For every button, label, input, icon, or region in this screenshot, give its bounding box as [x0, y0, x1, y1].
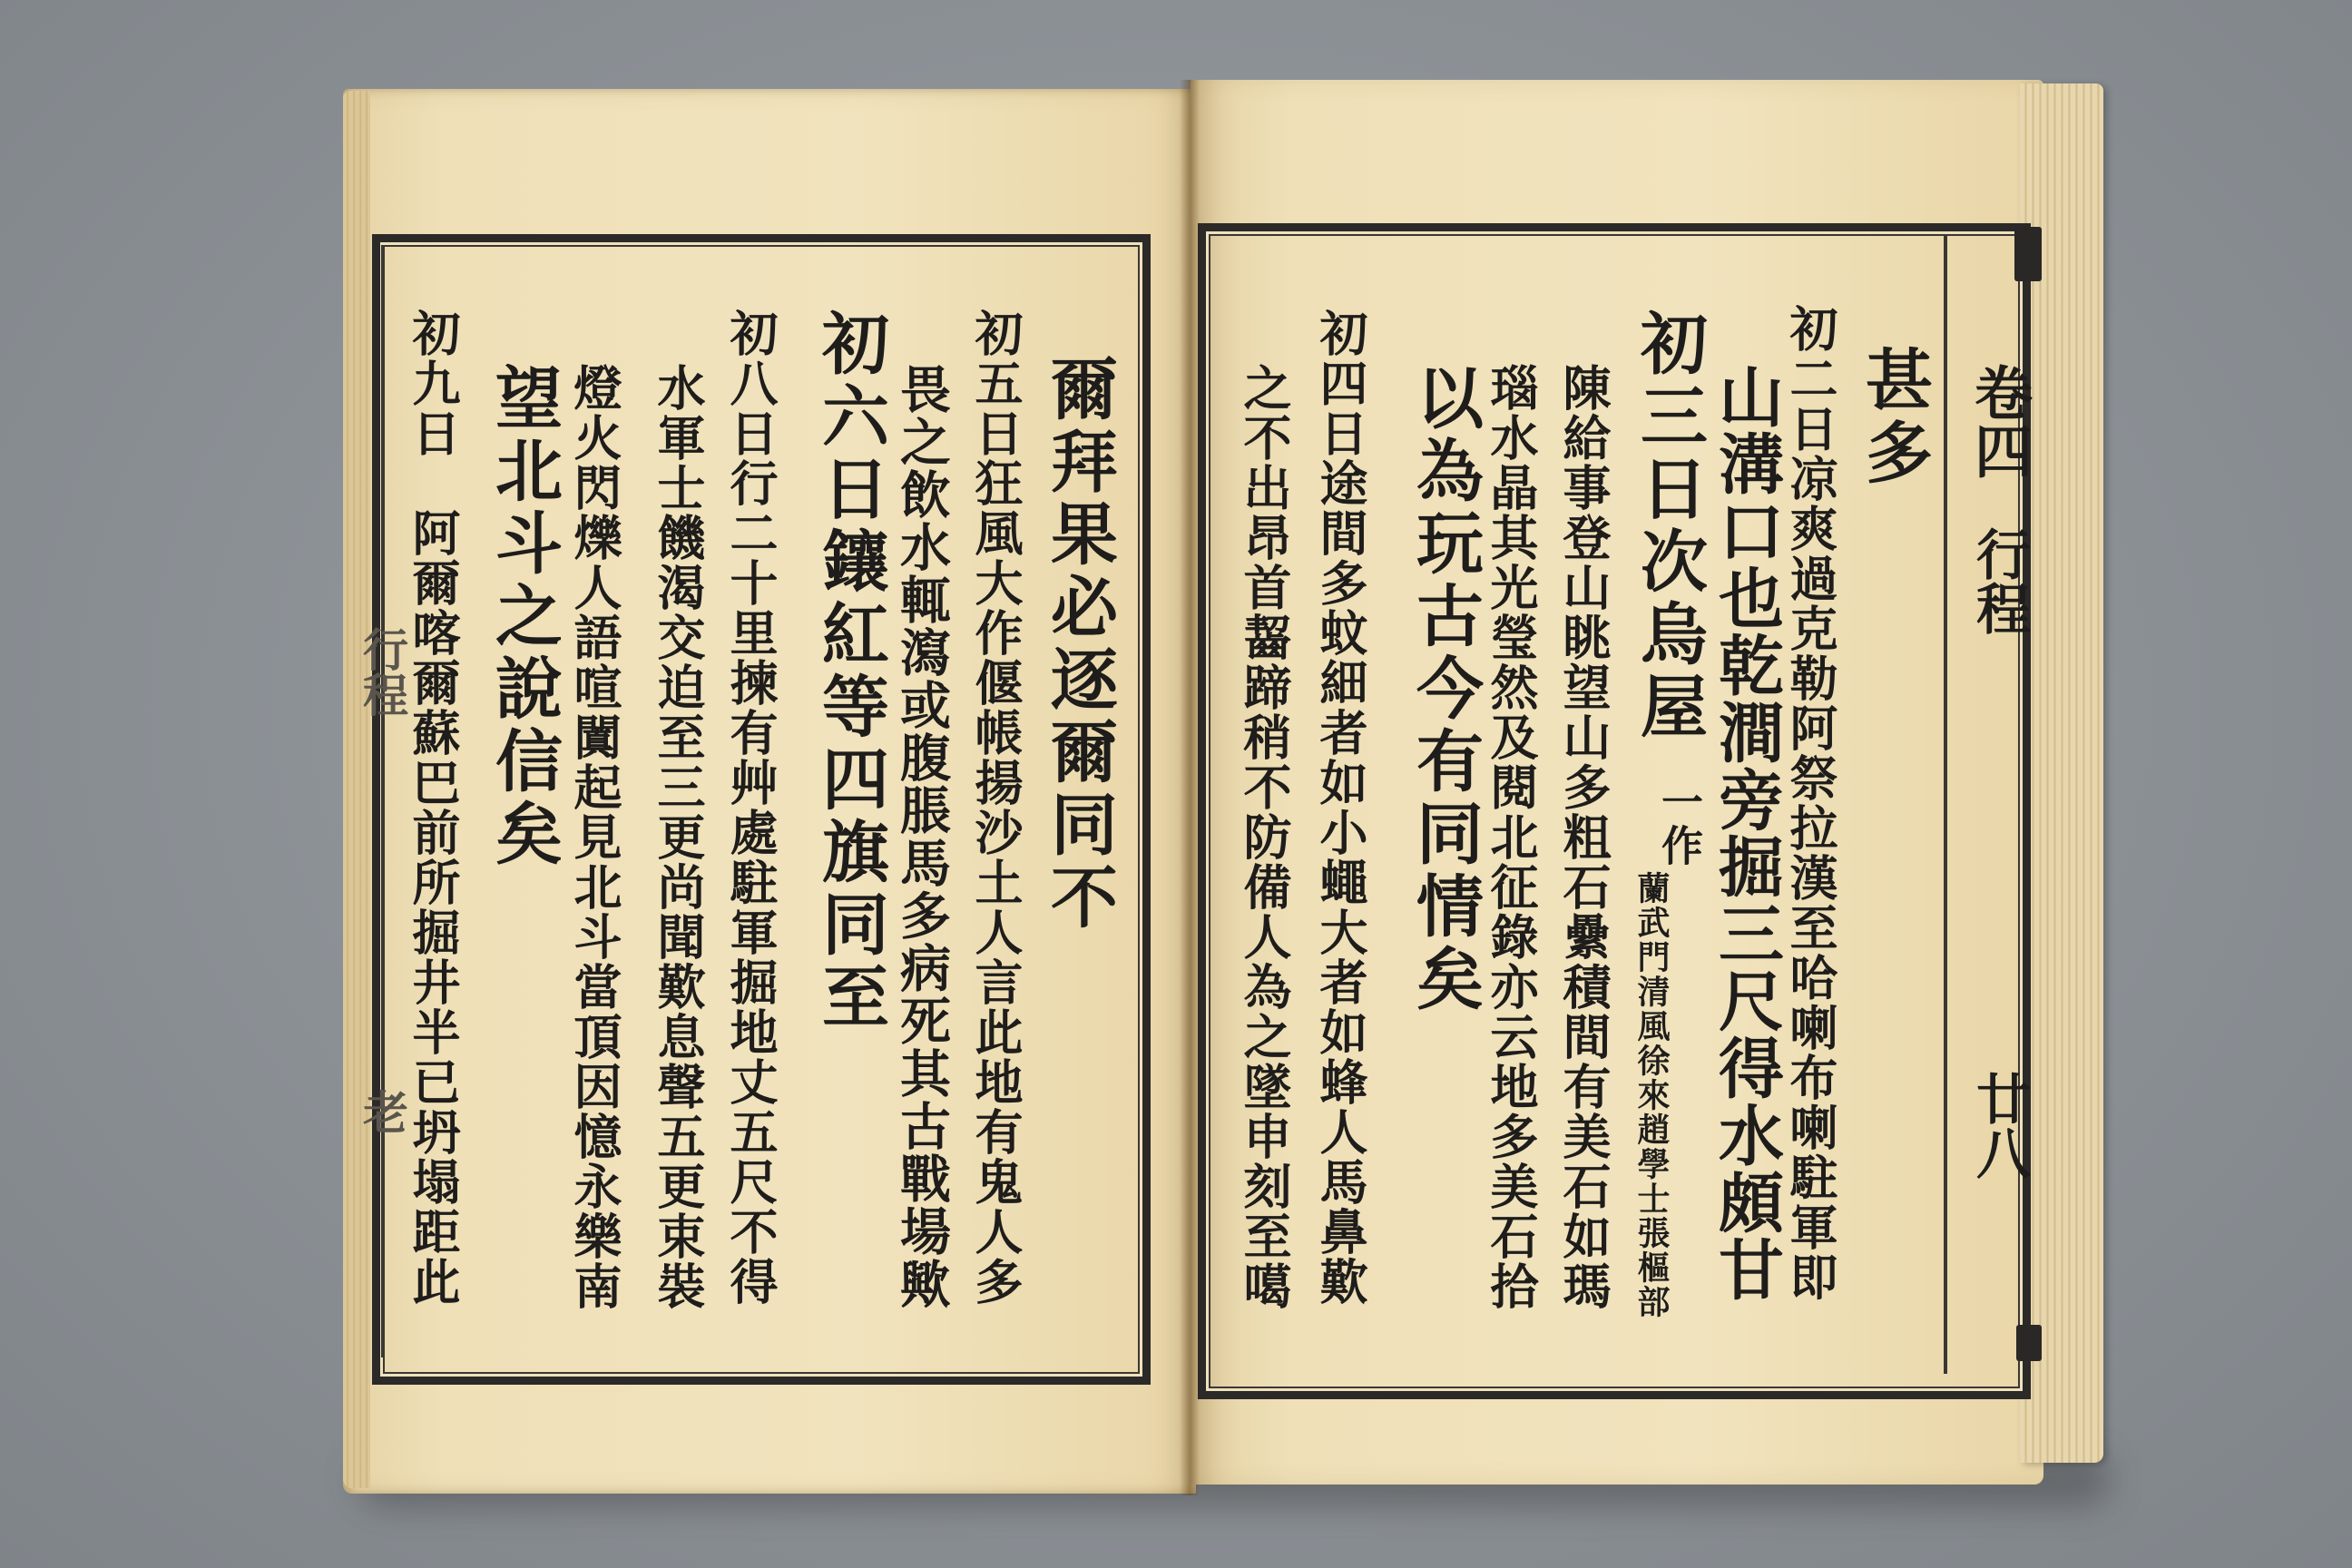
banxin-fishtail-mark: [2014, 227, 2042, 281]
left-margin-fragment-1: 行程: [356, 626, 409, 717]
left-margin-fragment-2: 老: [356, 1089, 409, 1134]
left-col-3: 畏之飲水輒瀉或腹脹馬多病死其古戰場歟: [892, 363, 952, 1310]
right-col-3: 山溝口也乾澗旁掘三尺得水頗甘: [1708, 363, 1785, 1303]
right-col-5: 陳給事登山眺望山多粗石纍積間有美石如瑪: [1555, 363, 1612, 1311]
left-col-8: 望北斗之說信矣: [485, 363, 563, 871]
right-page-edges: [2020, 83, 2103, 1463]
book-gutter: [1180, 80, 1200, 1495]
right-col-6: 瑙水晶其光瑩然及閱北征錄亦云地多美石拾: [1483, 363, 1539, 1311]
right-col-7: 以為玩古今有同情矣: [1406, 363, 1484, 1016]
left-col-1: 爾拜果必逐爾同不: [1040, 354, 1118, 935]
right-col-4: 初三日次烏屋: [1630, 309, 1708, 744]
left-col-4: 初六日鑲紅等四旗同至: [811, 309, 889, 1034]
right-inline-note: 一作: [1655, 780, 1704, 867]
banxin-subtitle: 行程: [1967, 526, 2031, 635]
left-col-6: 水軍士饑渴交迫至三更尚聞歎息聲五更束裝: [650, 363, 706, 1311]
left-banxin-rule: [381, 245, 385, 1357]
right-col-9: 之不出昂首齧蹄稍不防備人為之墜申刻至噶: [1236, 363, 1292, 1311]
right-col-4-continued: 蘭武門清風徐來趙學士張樞部: [1632, 871, 1671, 1319]
left-col-7: 燈火閃爍人語喧闐起見北斗當頂因憶永樂南: [566, 363, 622, 1311]
left-col-2: 初五日狂風大作偃帳揚沙土人言此地有鬼人多: [967, 309, 1024, 1307]
banxin-title: 卷四: [1965, 363, 2033, 479]
right-col-2: 初二日凉爽過克勒阿祭拉漢至哈喇布喇駐軍即: [1782, 304, 1838, 1302]
banxin-fishtail-mark-lower: [2016, 1325, 2042, 1361]
right-banxin-rule: [1944, 234, 1947, 1374]
left-col-5: 初八日行二十里揀有艸處駐軍掘地丈五尺不得: [722, 309, 779, 1307]
banxin-folio: 廿八: [1967, 1071, 2031, 1180]
right-col-8: 初四日途間多蚊細者如小蠅大者如蜂人馬鼻歎: [1312, 309, 1368, 1307]
left-col-9: 初九日 阿爾喀爾蘇巴前所掘井半已坍塌距此: [405, 309, 461, 1307]
left-page-edges: [343, 91, 370, 1488]
right-col-1: 甚多: [1855, 345, 1933, 490]
